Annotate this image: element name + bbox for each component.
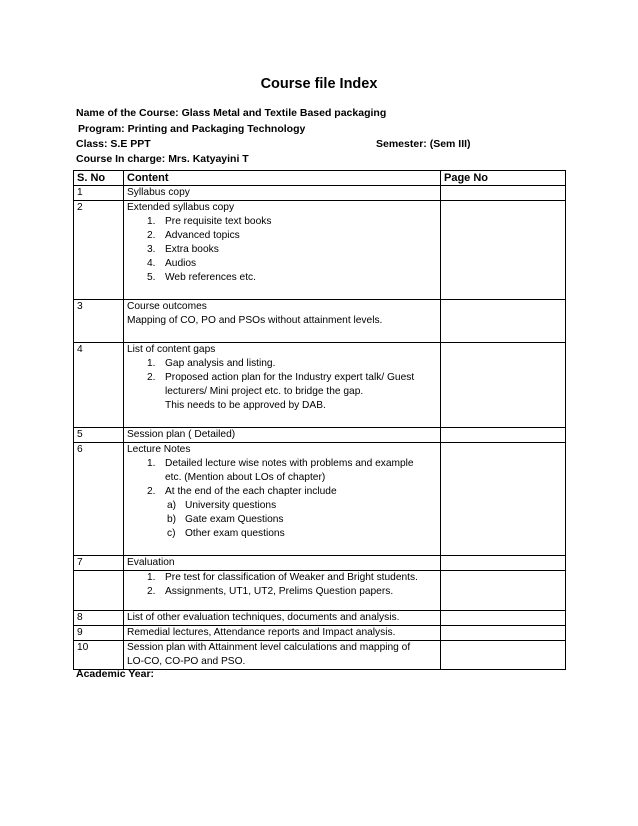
header-content: Content	[124, 171, 441, 186]
course-name: Name of the Course: Glass Metal and Textile Based packaging	[76, 107, 387, 119]
table-row	[74, 611, 566, 626]
row-page-no	[441, 571, 566, 611]
row-sno: 4	[74, 343, 124, 428]
list-item: 2. Proposed action plan for the Industry expert talk/ Guest	[147, 372, 415, 383]
row-page-no	[441, 611, 566, 626]
row-page-no	[441, 641, 566, 670]
header-sno: S. No	[74, 171, 124, 186]
row-content-cell	[124, 343, 441, 428]
row-content-cell	[124, 300, 441, 343]
list-item: 1. Pre requisite text books	[147, 216, 272, 227]
table-row	[74, 186, 566, 201]
table-row	[74, 201, 566, 300]
sub-list-item: a) University questions	[167, 500, 277, 511]
table-row	[74, 641, 566, 670]
course-incharge: Course In charge: Mrs. Katyayini T	[76, 153, 249, 165]
table-row	[74, 428, 566, 443]
row-sno: 1	[74, 186, 124, 201]
row-content: Session plan with Attainment level calculations and mapping of	[127, 642, 411, 653]
row-sno: 2	[74, 201, 124, 300]
row-content: Evaluation	[124, 556, 441, 571]
sub-list-item: b) Gate exam Questions	[167, 514, 284, 525]
semester-label: Semester: (Sem III)	[376, 138, 471, 150]
table-row	[74, 556, 566, 571]
row-content-cell	[124, 201, 441, 300]
row-page-no	[441, 201, 566, 300]
row-content: Lecture Notes	[127, 444, 191, 455]
table-row	[74, 300, 566, 343]
row-content-cell	[124, 571, 441, 611]
academic-year-label: Academic Year:	[76, 668, 155, 680]
row-content: List of content gaps	[127, 344, 216, 355]
row-content-line2: LO-CO, CO-PO and PSO.	[127, 656, 246, 667]
list-item: 2. Assignments, UT1, UT2, Prelims Question papers.	[147, 586, 394, 597]
row-sno: 3	[74, 300, 124, 343]
program-name: Program: Printing and Packaging Technology	[78, 123, 306, 135]
row-page-no	[441, 626, 566, 641]
row-content: Session plan ( Detailed)	[124, 428, 441, 443]
list-item-continuation: etc. (Mention about LOs of chapter)	[165, 472, 326, 483]
class-name: Class: S.E PPT	[76, 138, 151, 150]
list-item: 2. At the end of the each chapter include	[147, 486, 337, 497]
row-content: Remedial lectures, Attendance reports and Impact analysis.	[124, 626, 441, 641]
list-item-continuation: This needs to be approved by DAB.	[165, 400, 326, 411]
table-row	[74, 571, 566, 611]
list-item: 3. Extra books	[147, 244, 219, 255]
row-sno: 5	[74, 428, 124, 443]
table-row	[74, 443, 566, 556]
row-page-no	[441, 443, 566, 556]
row-content: Syllabus copy	[124, 186, 441, 201]
row-page-no	[441, 556, 566, 571]
table-header-row	[74, 171, 566, 186]
row-content-cell	[124, 443, 441, 556]
row-content: List of other evaluation techniques, documents and analysis.	[124, 611, 441, 626]
row-content-cell	[124, 641, 441, 670]
list-item: 1. Gap analysis and listing.	[147, 358, 276, 369]
row-sno: 8	[74, 611, 124, 626]
header-page-no: Page No	[441, 171, 566, 186]
row-page-no	[441, 343, 566, 428]
row-sno: 6	[74, 443, 124, 556]
row-page-no	[441, 300, 566, 343]
row-content-line2: Mapping of CO, PO and PSOs without attainment levels.	[127, 315, 383, 326]
row-page-no	[441, 186, 566, 201]
row-sno: 9	[74, 626, 124, 641]
row-sno: 7	[74, 556, 124, 571]
row-content: Course outcomes	[127, 301, 207, 312]
table-row	[74, 343, 566, 428]
list-item: 1. Pre test for classification of Weaker and Bright students.	[147, 572, 418, 583]
sub-list-item: c) Other exam questions	[167, 528, 285, 539]
list-item: 2. Advanced topics	[147, 230, 240, 241]
list-item: 5. Web references etc.	[147, 272, 256, 283]
row-content: Extended syllabus copy	[127, 202, 235, 213]
row-sno: 10	[74, 641, 124, 670]
row-page-no	[441, 428, 566, 443]
list-item: 4. Audios	[147, 258, 197, 269]
list-item: 1. Detailed lecture wise notes with problems and example	[147, 458, 414, 469]
row-sno	[74, 571, 124, 611]
list-item-continuation: lecturers/ Mini project etc. to bridge the gap.	[165, 386, 364, 397]
index-table	[73, 170, 566, 670]
page-title: Course file Index	[260, 76, 378, 92]
table-row	[74, 626, 566, 641]
